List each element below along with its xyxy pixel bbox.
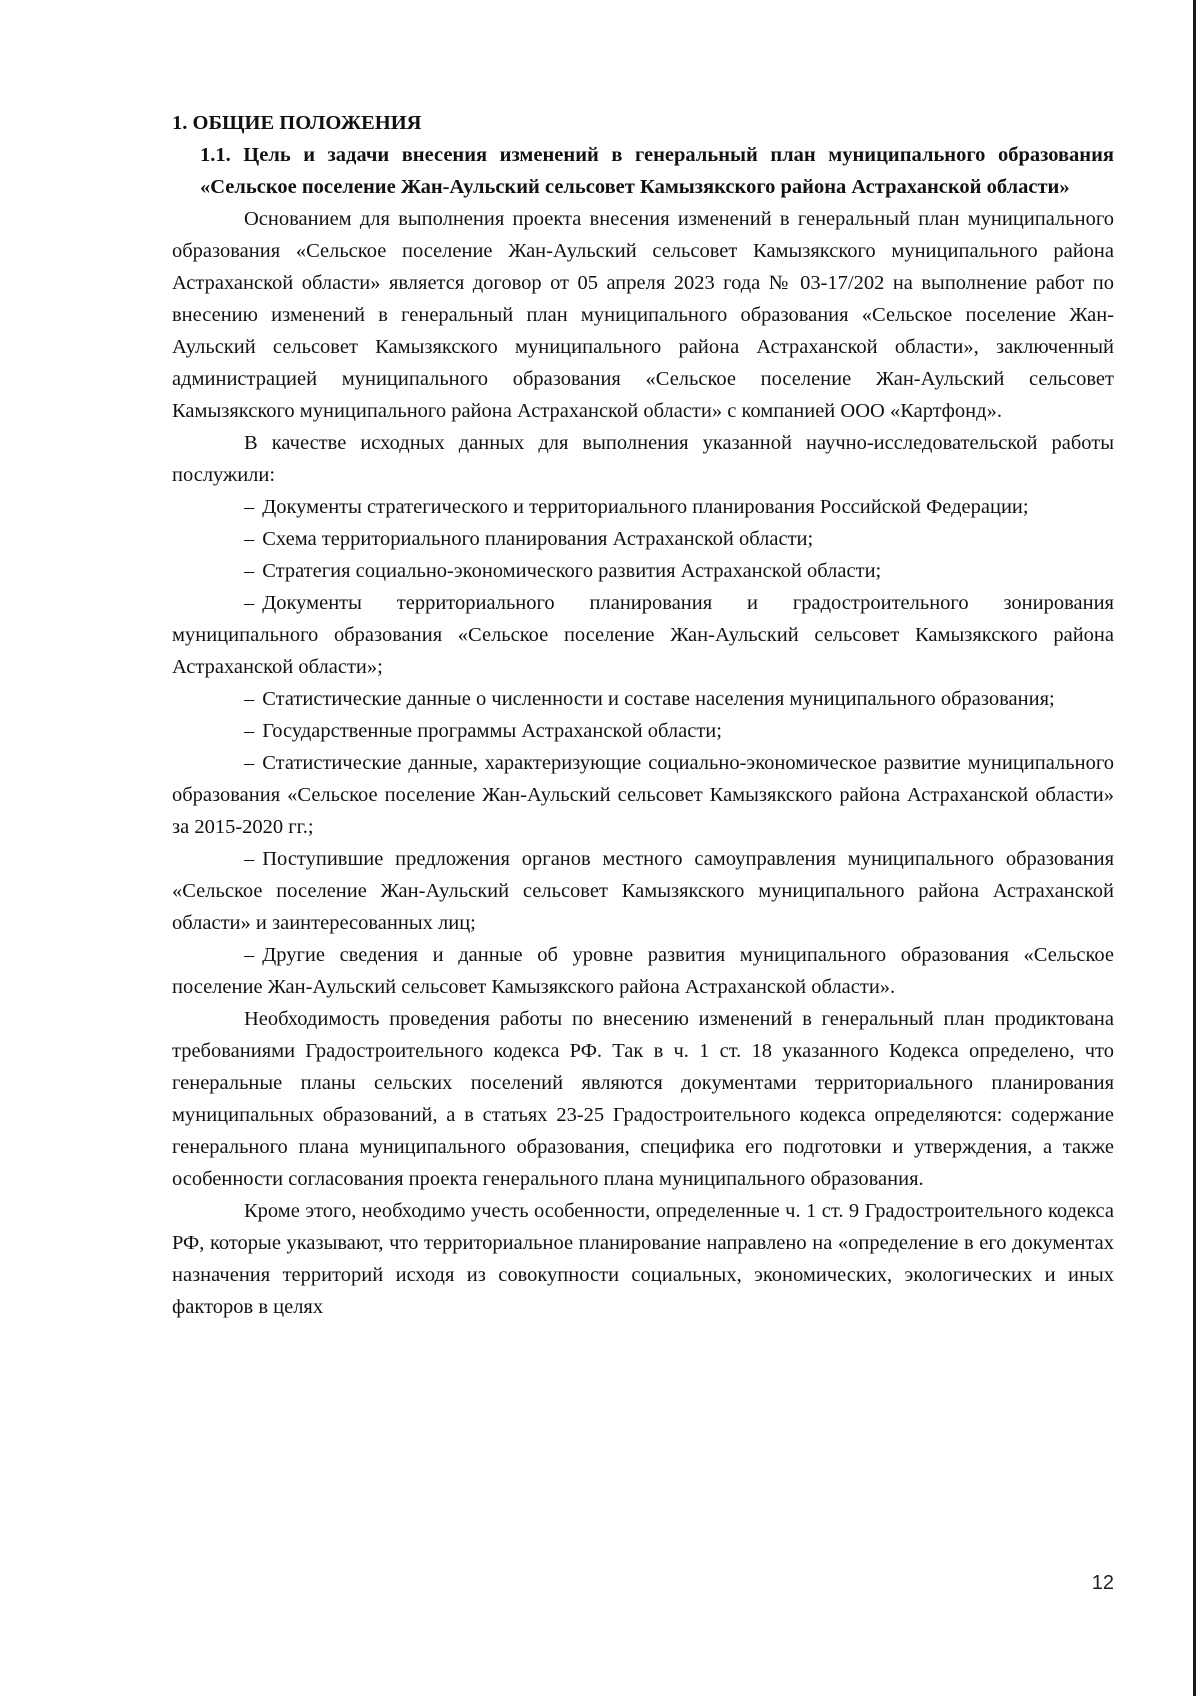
paragraph: Кроме этого, необходимо учесть особенности, определенные ч. 1 ст. 9 Градостроительного кодекса РФ, которые указывают, что территориальное планирование направлено на «определение в его документах назначения территорий исходя из совокупности социальных, экономических, экологических и иных факторов в целях (172, 1200, 1114, 1318)
section-title: 1. ОБЩИЕ ПОЛОЖЕНИЯ (172, 112, 422, 134)
list-item-text: Документы территориального планирования и градостроительного зонирования муниципального образования «Сельское поселение Жан-Аульский сельсовет Камызякского района Астраханской области»; (172, 592, 1114, 678)
list-item-text: Статистические данные о численности и составе населения муниципального образования; (262, 688, 1055, 710)
list-item (172, 747, 1114, 843)
list-item (172, 683, 1114, 715)
list-item (172, 715, 1114, 747)
paragraph: Необходимость проведения работы по внесению изменений в генеральный план продиктована требованиями Градостроительного кодекса РФ. Так в ч. 1 ст. 18 указанного Кодекса определено, что генеральные планы сельских поселений являются документами территориального планирования муниципальных образований, а в статьях 23-25 Градостроительного кодекса определяются: содержание генерального плана муниципального образования, специфика его подготовки и утверждения, а также особенности согласования проекта генерального плана муниципального образования. (172, 1008, 1114, 1190)
list-item (172, 555, 1114, 587)
list-dash: – (244, 592, 255, 614)
list-item-text: Стратегия социально-экономического развития Астраханской области; (262, 560, 882, 582)
list-item (172, 523, 1114, 555)
document-body (172, 107, 1114, 1323)
page-number: 12 (1091, 1572, 1114, 1594)
list-item-text: Другие сведения и данные об уровне развития муниципального образования «Сельское поселение Жан-Аульский сельсовет Камызякского района Астраханской области». (172, 944, 1114, 998)
list-item-text: Схема территориального планирования Астраханской области; (262, 528, 814, 550)
list-dash: – (244, 848, 255, 870)
list-item (172, 587, 1114, 683)
list-dash: – (244, 752, 255, 774)
list-dash: – (244, 720, 255, 742)
list-dash: – (244, 528, 255, 550)
list-item-text: Статистические данные, характеризующие социально-экономическое развитие муниципального образования «Сельское поселение Жан-Аульский сельсовет Камызякского района Астраханской области» за 2015-2020 гг.; (172, 752, 1114, 838)
list-item (172, 491, 1114, 523)
paragraph: Основанием для выполнения проекта внесения изменений в генеральный план муниципального образования «Сельское поселение Жан-Аульский сельсовет Камызякского муниципального района Астраханской области» является договор от 05 апреля 2023 года № 03-17/202 на выполнение работ по внесению изменений в генеральный план муниципального образования «Сельское поселение Жан-Аульский сельсовет Камызякского муниципального района Астраханской области», заключенный администрацией муниципального образования «Сельское поселение Жан-Аульский сельсовет Камызякского муниципального района Астраханской области» с компанией ООО «Картфонд». (172, 208, 1114, 422)
list-dash: – (244, 944, 255, 966)
list-dash: – (244, 560, 255, 582)
list-dash: – (244, 688, 255, 710)
list-item-text: Государственные программы Астраханской области; (262, 720, 722, 742)
paragraph: В качестве исходных данных для выполнения указанной научно-исследовательской работы послужили: (172, 432, 1114, 486)
list-item-text: Документы стратегического и территориального планирования Российской Федерации; (262, 496, 1029, 518)
list-item-text: Поступившие предложения органов местного самоуправления муниципального образования «Сельское поселение Жан-Аульский сельсовет Камызякского муниципального района Астраханской области» и заинтересованных лиц; (172, 848, 1114, 934)
subsection-title: 1.1. Цель и задачи внесения изменений в генеральный план муниципального образования «Сельское поселение Жан-Аульский сельсовет Камызякского района Астраханской области» (200, 144, 1114, 198)
list-dash: – (244, 496, 255, 518)
list-item (172, 939, 1114, 1003)
list-item (172, 843, 1114, 939)
